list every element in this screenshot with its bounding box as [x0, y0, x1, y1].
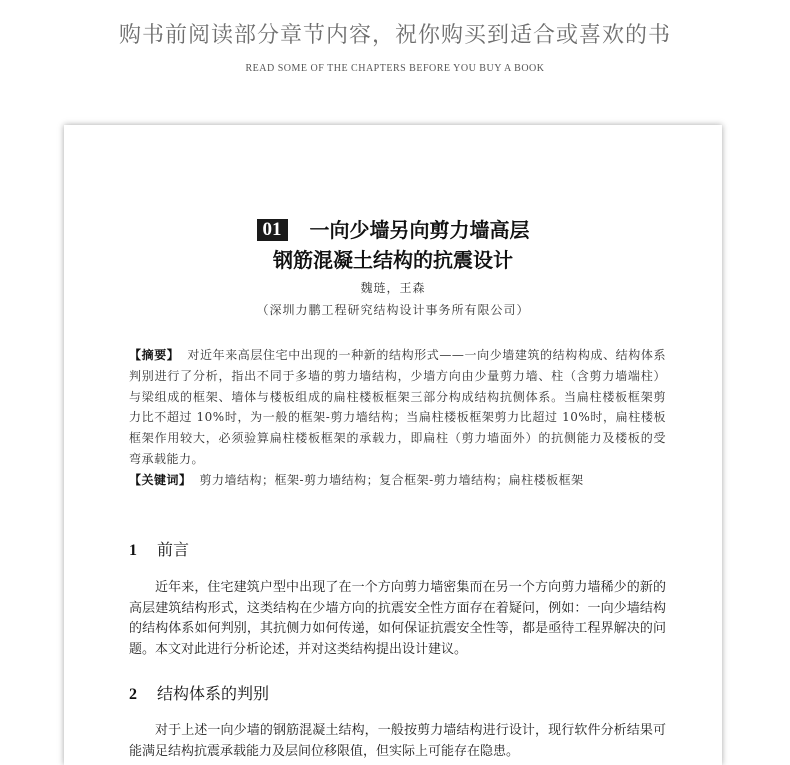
chapter-number-badge: 01: [257, 219, 288, 241]
section-number: 1: [129, 542, 137, 559]
document-page: [64, 125, 722, 765]
section-heading-1: [129, 537, 189, 560]
abstract-label: 【摘要】: [129, 348, 180, 362]
title-line-2: 钢筋混凝土结构的抗震设计: [273, 248, 513, 272]
section-number: 2: [129, 686, 137, 703]
abstract-paragraph: [129, 345, 666, 470]
abstract-block: [129, 345, 666, 491]
banner-title-cn: 购书前阅读部分章节内容，祝你购买到适合或喜欢的书: [118, 23, 671, 48]
title-line-1: [64, 215, 722, 245]
banner-title-en: READ SOME OF THE CHAPTERS BEFORE YOU BUY A BOOK: [245, 63, 545, 74]
keywords-paragraph: [129, 470, 666, 491]
section-title: 结构体系的判别: [157, 684, 270, 703]
section-2-paragraph: 对于上述一向少墙的钢筋混凝土结构，一般按剪力墙结构进行设计，现行软件分析结果可能满足结构抗震承载能力及层间位移限值，但实际上可能存在隐患。: [129, 723, 666, 759]
title-text-1: 一向少墙另向剪力墙高层: [309, 218, 530, 242]
authors: 魏琏，王森: [360, 281, 426, 295]
section-title: 前言: [157, 540, 190, 559]
section-heading-2: [129, 681, 269, 704]
keywords-label: 【关键词】: [129, 472, 192, 487]
section-1-paragraph: 近年来，住宅建筑户型中出现了在一个方向剪力墙密集而在另一个方向剪力墙稀少的新的高层建筑结构形式，这类结构在少墙方向的抗震安全性方面存在着疑问，例如：一向少墙结构的结构体系如何判别，其抗侧力如何传递，如何保证抗震安全性等，都是亟待工程界解决的问题。本文对此进行分析论述，并对这类结构提出设计建议。: [129, 580, 666, 657]
keywords-text: 剪力墙结构；框架-剪力墙结构；复合框架-剪力墙结构；扁柱楼板框架: [199, 472, 584, 487]
affiliation: （深圳力鹏工程研究结构设计事务所有限公司）: [256, 303, 530, 317]
article-title: [64, 215, 722, 275]
abstract-text: 对近年来高层住宅中出现的一种新的结构形式——一向少墙建筑的结构构成、结构体系判别进行了分析，指出不同于多墙的剪力墙结构，少墙方向由少量剪力墙、柱（含剪力墙端柱）与梁组成的框架、墙体与楼板组成的扁柱楼板框架三部分构成结构抗侧体系。当扁柱楼板框架剪力比不超过 10%时，为一般的框架-剪力墙结构；当扁柱楼板框架剪力比超过 10%时，扁柱楼板框架作用较大，必须验算扁柱楼板框架的承载力，即扁柱（剪力墙面外）的抗侧能力及楼板的受弯承载能力。: [129, 348, 666, 466]
